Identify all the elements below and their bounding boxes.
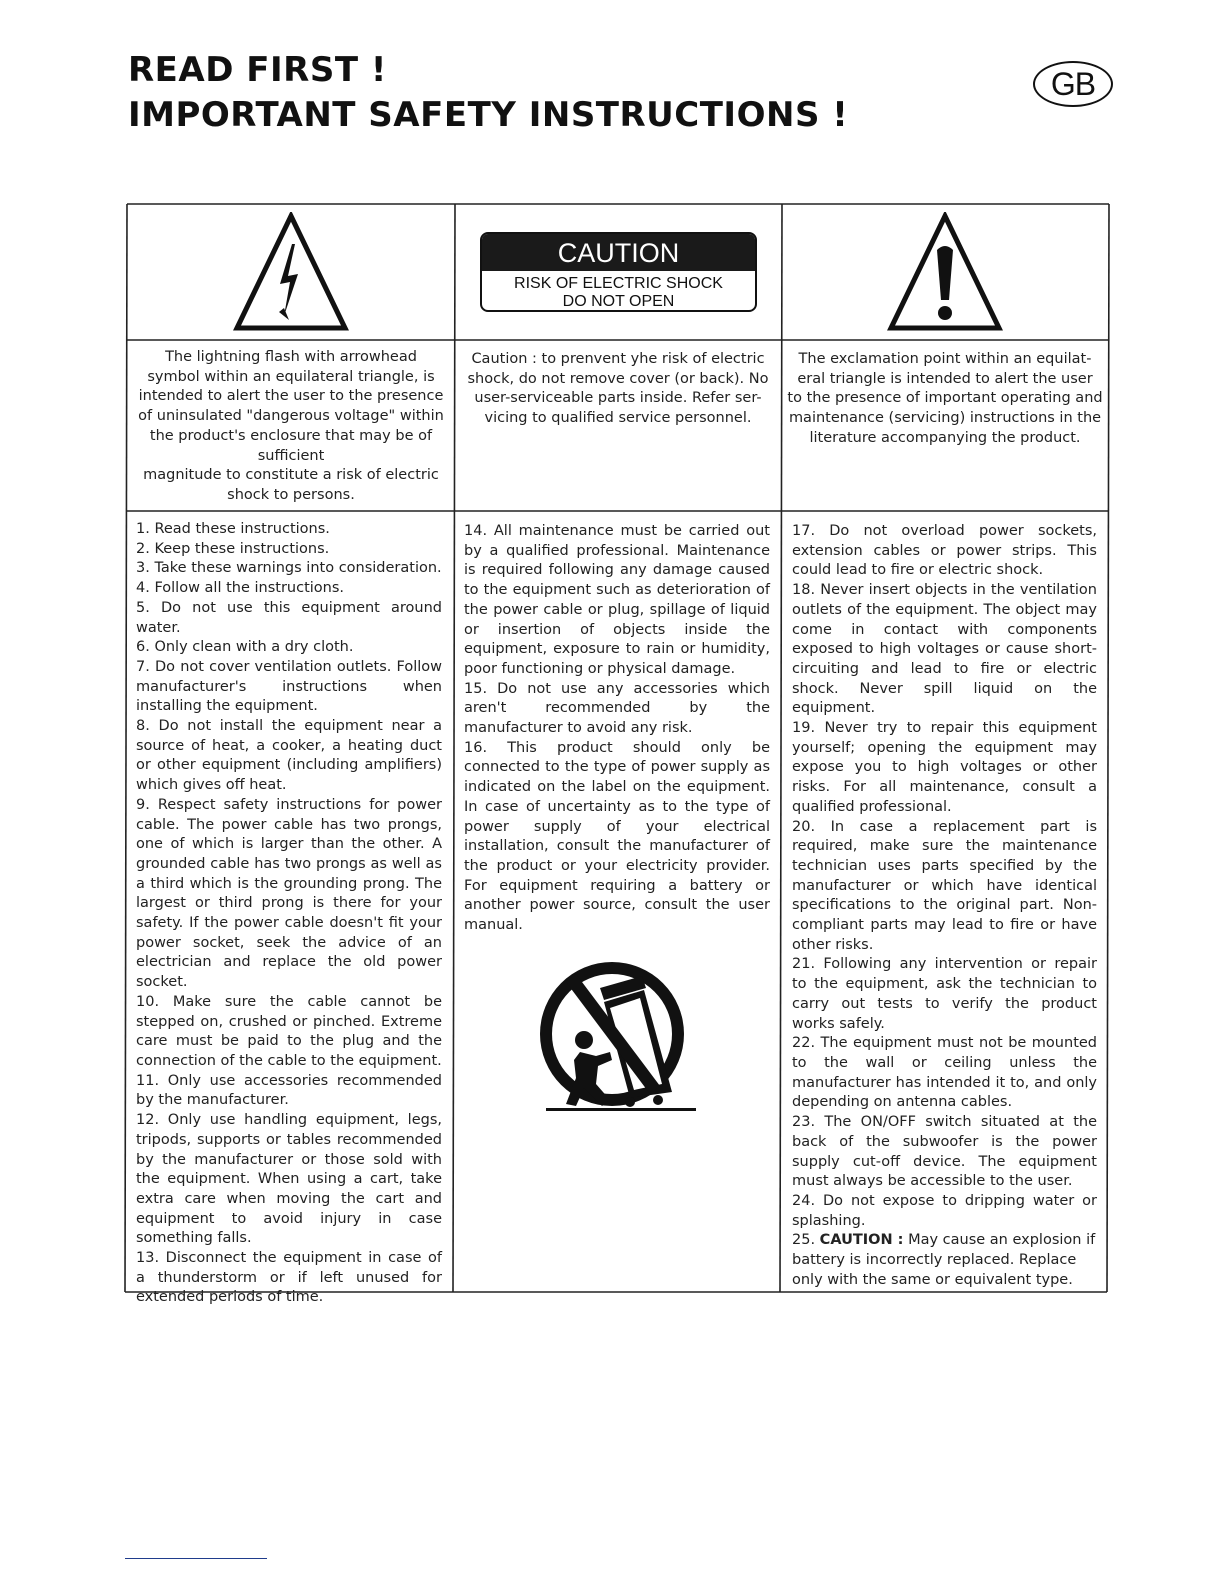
instructions-column-1	[136, 520, 442, 1308]
footer-rule	[125, 1558, 267, 1559]
instruction-item: 14. All maintenance must be carried out by a qualified professional. Maintenance is required following any damage caused to the equipment such as deterioration of the power cable or plug, spillage of liquid or insertion of objects inside the equipment, exposure to rain or humidity, poor functioning or physical damage.	[464, 523, 770, 677]
instruction-item: 19. Never try to repair this equipment yourself; opening the equipment may expose you to high voltages or other risks. For all maintenance, consult a qualified professional.	[792, 720, 1097, 815]
explanation-right	[785, 350, 1105, 449]
instruction-item: 6. Only clean with a dry cloth.	[136, 639, 354, 656]
caution-heading: CAUTION	[482, 234, 755, 271]
explanation-line: user-serviceable parts inside. Refer ser-	[474, 390, 762, 407]
explanation-line: sufficient	[257, 447, 325, 464]
instruction-item: 20. In case a replacement part is required, make sure the maintenance technician uses parts specified by the manufacturer or which have identical specifications to the original part. Non-compliant parts may lead to fire or have other risks.	[792, 818, 1097, 953]
explanation-line: literature accompanying the product.	[809, 429, 1081, 446]
instruction-item: 5. Do not use this equipment around water.	[136, 599, 442, 636]
explanation-line: the product's enclosure that may be of	[149, 427, 433, 444]
title-line-2: IMPORTANT SAFETY INSTRUCTIONS !	[128, 95, 849, 135]
item-25-caution-label: CAUTION :	[819, 1232, 904, 1249]
lightning-warning-icon	[232, 212, 350, 332]
item-25-text: May cause an explosion if battery is incorrectly replaced. Replace only with the same or equivalent type.	[792, 1232, 1096, 1288]
explanation-line: vicing to qualified service personnel.	[484, 410, 752, 427]
instructions-column-3	[792, 522, 1097, 1290]
explanation-line: of uninsulated "dangerous voltage" within	[138, 408, 444, 425]
language-badge: GB	[1033, 61, 1113, 107]
instruction-item: 18. Never insert objects in the ventilation outlets of the equipment. The object may come in contact with components exposed to high voltages or cause short-circuiting and lead to fire or electric shock. Never spill liquid on the equipment.	[792, 582, 1097, 717]
cart-tip-over-icon	[526, 960, 702, 1120]
explanation-line: eral triangle is intended to alert the user	[797, 370, 1093, 387]
instruction-item: 24. Do not expose to dripping water or splashing.	[792, 1192, 1097, 1229]
item-25-number: 25.	[792, 1232, 816, 1249]
caution-line-1: RISK OF ELECTRIC SHOCK	[514, 275, 723, 292]
caution-label	[480, 232, 757, 312]
instruction-item: 1. Read these instructions.	[136, 521, 330, 537]
instruction-item: 7. Do not cover ventilation outlets. Follow manufacturer's instructions when installing the equipment.	[136, 658, 442, 715]
explanation-line: intended to alert the user to the presence	[138, 388, 444, 405]
instruction-item: 9. Respect safety instructions for power cable. The power cable has two prongs, one of which is larger than the other. A grounded cable has two prongs as well as a third which is the grounding prong. The largest or third prong is there for your safety. If the power cable doesn't fit your power socket, seek the advice of an electrician and replace the old power socket.	[136, 796, 442, 991]
instruction-item: 11. Only use accessories recommended by the manufacturer.	[136, 1072, 442, 1109]
instruction-item-25	[792, 1231, 1097, 1290]
instruction-item: 8. Do not install the equipment near a source of heat, a cooker, a heating duct or other equipment (including amplifiers) which gives off heat.	[136, 718, 442, 794]
instruction-item: 13. Disconnect the equipment in case of a thunderstorm or if left unused for extended periods of time.	[136, 1250, 442, 1306]
exclamation-warning-icon	[886, 212, 1004, 332]
explanation-line: The exclamation point within an equilat-	[798, 351, 1092, 367]
explanation-line: shock, do not remove cover (or back). No	[467, 370, 769, 387]
explanation-middle	[458, 350, 778, 429]
instructions-column-2	[464, 522, 770, 936]
instruction-item: 22. The equipment must not be mounted to the wall or ceiling unless the manufacturer has intended it to, and only depending on antenna cables.	[792, 1035, 1097, 1111]
instruction-item: 15. Do not use any accessories which aren't recommended by the manufacturer to avoid any risk.	[464, 680, 770, 737]
caution-subtext	[482, 271, 755, 311]
explanation-line: symbol within an equilateral triangle, is	[147, 368, 435, 385]
explanation-line: shock to persons.	[227, 486, 355, 503]
title-line-1: READ FIRST !	[128, 50, 387, 90]
page-title	[128, 48, 848, 138]
instruction-item: 2. Keep these instructions.	[136, 540, 330, 557]
instruction-item: 23. The ON/OFF switch situated at the back of the subwoofer is the power supply cut-off device. The equipment must always be accessible to the user.	[792, 1114, 1097, 1190]
explanation-line: maintenance (servicing) instructions in the	[788, 410, 1102, 427]
explanation-line: Caution : to prenvent yhe risk of electric	[471, 351, 765, 367]
instruction-item: 10. Make sure the cable cannot be stepped on, crushed or pinched. Extreme care must be paid to the plug and the connection of the cable to the equipment.	[136, 993, 442, 1069]
caution-line-2: DO NOT OPEN	[562, 293, 675, 310]
instruction-item: 21. Following any intervention or repair to the equipment, ask the technician to carry out tests to verify the product works safely.	[792, 956, 1097, 1032]
instruction-item: 4. Follow all the instructions.	[136, 580, 345, 597]
instruction-item: 16. This product should only be connected to the type of power supply as indicated on the label on the equipment. In case of uncertainty as to the type of power supply of your electrical installation, consult the manufacturer of the product or your electricity provider. For equipment requiring a battery or another power source, consult the user manual.	[464, 739, 770, 934]
explanation-line: The lightning flash with arrowhead	[165, 349, 417, 365]
instruction-item: 12. Only use handling equipment, legs, tripods, supports or tables recommended by the manufacturer or those sold with the equipment. When using a cart, take extra care when moving the cart and equipment to avoid injury in case something falls.	[136, 1112, 442, 1247]
instruction-item: 17. Do not overload power sockets, extension cables or power strips. This could lead to fire or electric shock.	[792, 523, 1097, 579]
explanation-line: to the presence of important operating and	[787, 390, 1103, 407]
explanation-left	[130, 348, 452, 506]
explanation-line: magnitude to constitute a risk of electric	[143, 467, 439, 484]
instruction-item: 3. Take these warnings into consideration.	[136, 560, 442, 577]
